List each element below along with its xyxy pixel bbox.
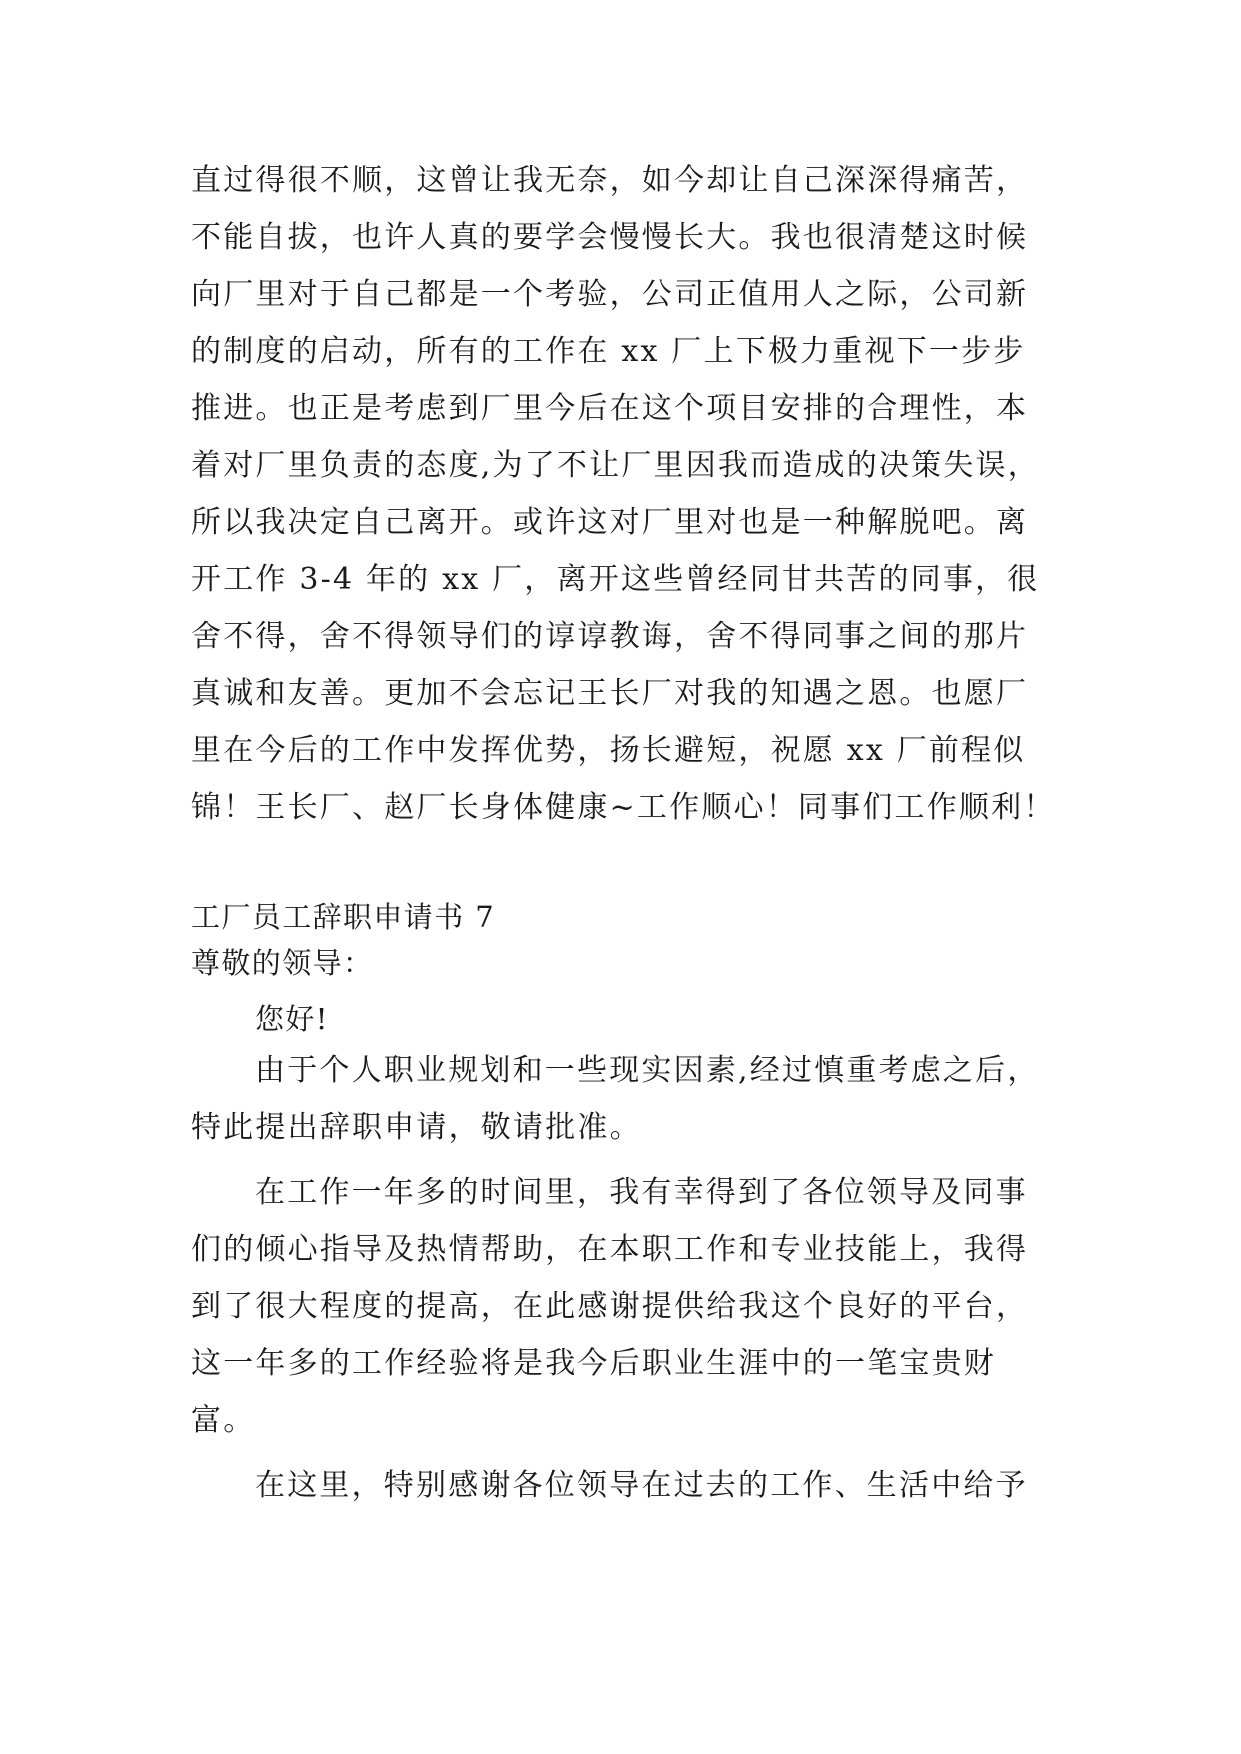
text-line: 直过得很不顺，这曾让我无奈，如今却让自己深深得痛苦， <box>191 163 1029 198</box>
text-line: 开工作 3-4 年的 xx 厂，离开这些曾经同甘共苦的同事，很 <box>191 562 1040 597</box>
letter-paragraph <box>191 1042 1051 1156</box>
text-line: 舍不得，舍不得领导们的谆谆教诲，舍不得同事之间的那片 <box>191 619 1029 654</box>
text-line: 富。 <box>191 1403 256 1438</box>
letter-header <box>191 894 1051 1042</box>
text-line: 们的倾心指导及热情帮助，在本职工作和专业技能上，我得 <box>191 1232 1029 1267</box>
continuation-paragraph <box>191 152 1056 836</box>
text-line: 在这里，特别感谢各位领导在过去的工作、生活中给予 <box>255 1468 1028 1503</box>
text-line: 着对厂里负责的态度,为了不让厂里因我而造成的决策失误， <box>191 448 1040 483</box>
letter-paragraph <box>191 1164 1051 1449</box>
page-content <box>191 152 1056 1514</box>
letter-greeting: 您好! <box>255 1002 329 1036</box>
text-line: 锦！王长厂、赵厂长身体健康~工作顺心！同事们工作顺利！ <box>191 790 1056 825</box>
letter-title: 工厂员工辞职申请书 7 <box>191 900 496 934</box>
letter-salutation: 尊敬的领导： <box>191 946 374 980</box>
text-line: 到了很大程度的提高，在此感谢提供给我这个良好的平台， <box>191 1289 1029 1324</box>
text-line: 真诚和友善。更加不会忘记王长厂对我的知遇之恩。也愿厂 <box>191 676 1029 711</box>
text-line: 推进。也正是考虑到厂里今后在这个项目安排的合理性，本 <box>191 391 1029 426</box>
text-line: 不能自拔，也许人真的要学会慢慢长大。我也很清楚这时候 <box>191 220 1029 255</box>
section-spacer <box>191 836 1051 894</box>
text-line: 向厂里对于自己都是一个考验，公司正值用人之际，公司新 <box>191 277 1029 312</box>
text-line: 这一年多的工作经验将是我今后职业生涯中的一笔宝贵财 <box>191 1346 996 1381</box>
text-line: 里在今后的工作中发挥优势，扬长避短，祝愿 xx 厂前程似 <box>191 733 1026 768</box>
text-line: 在工作一年多的时间里，我有幸得到了各位领导及同事 <box>255 1175 1028 1210</box>
text-line: 特此提出辞职申请，敬请批准。 <box>191 1110 642 1145</box>
text-line: 由于个人职业规划和一些现实因素,经过慎重考虑之后， <box>255 1053 1040 1088</box>
text-line: 的制度的启动，所有的工作在 xx 厂上下极力重视下一步步 <box>191 334 1026 369</box>
letter-paragraph <box>191 1457 1051 1514</box>
text-line: 所以我决定自己离开。或许这对厂里对也是一种解脱吧。离 <box>191 505 1029 540</box>
